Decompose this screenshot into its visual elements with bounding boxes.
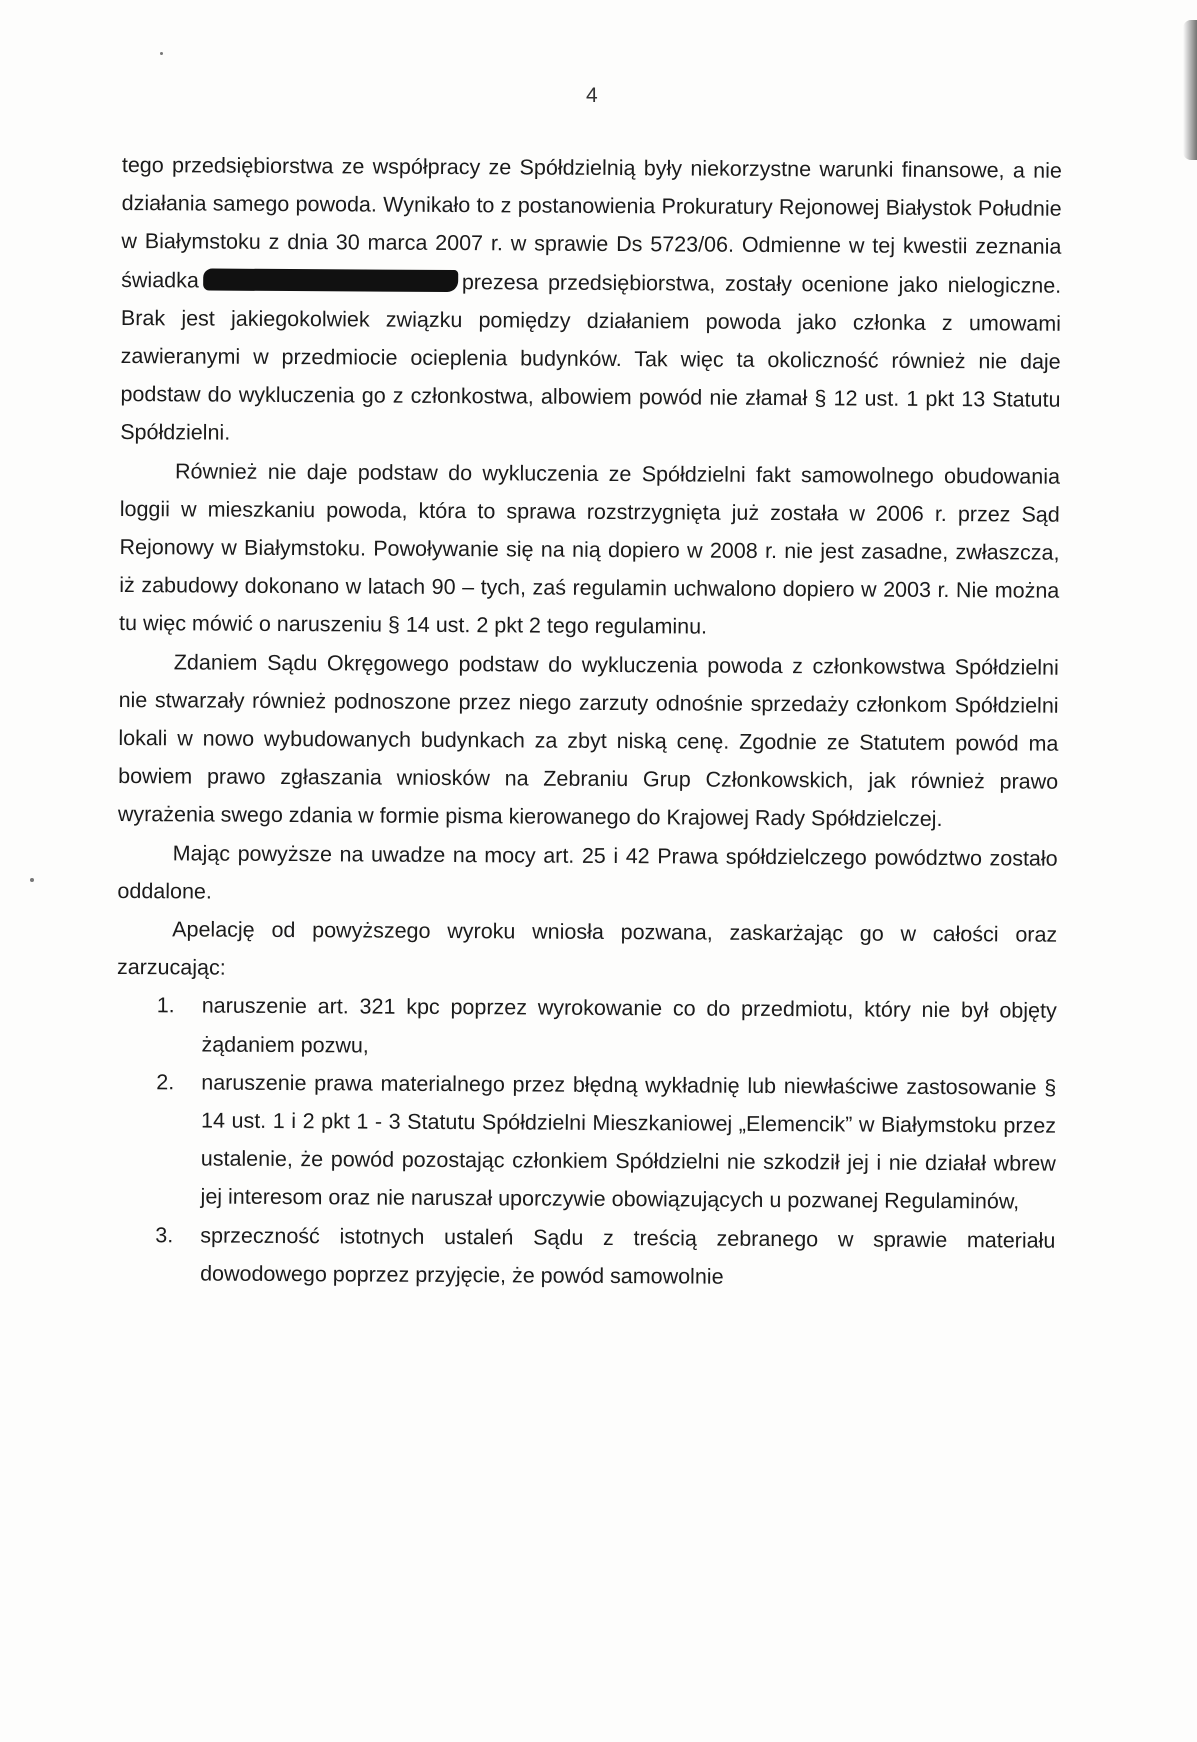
scan-speck bbox=[30, 878, 34, 882]
paragraph-1-part-b: prezesa przedsiębiorstwa, zostały ocenione jako nielogiczne. Brak jest jakiegokolwiek związku pomiędzy działaniem powoda jako członka z umowami zawieranymi w przedmiocie ocieplenia budynków. Tak więc ta okoliczność również nie daje podstaw do wykluczenia go z członkostwa, albowiem powód nie złamał § 12 ust. 1 pkt 13 Statutu Spółdzielni. bbox=[120, 269, 1062, 446]
paragraph-2: Również nie daje podstaw do wykluczenia ze Spółdzielni fakt samowolnego obudowania loggii w mieszkaniu powoda, która to sprawa rozstrzygnięta już została w 2006 r. przez Sąd Rejonowy w Białymstoku. Powoływanie się na nią dopiero w 2008 r. nie jest zasadne, zwłaszcza, iż zabudowy dokonano w latach 90 – tych, zaś regulamin uchwalono dopiero w 2003 r. Nie można tu więc mówić o naruszeniu § 14 ust. 2 pkt 2 tego regulaminu. bbox=[119, 458, 1061, 640]
paragraph-5: Apelację od powyższego wyroku wniosła pozwana, zaskarżając go w całości oraz zarzucając: bbox=[116, 917, 1058, 980]
list-item bbox=[115, 1216, 1055, 1298]
appeal-charges-list bbox=[115, 986, 1057, 1297]
paragraph-1-part-a: tego przedsiębiorstwa ze współpracy ze Spółdzielnią były niekorzystne warunki finansowe, a nie działania samego powoda. Wynikało to z postanowienia Prokuratury Rejonowej Białystok Południe w Białymstoku z dnia 30 marca 2007 r. w sprawie Ds 5723/06. Odmienne w tej kwestii zeznania świadka bbox=[121, 152, 1062, 293]
list-item bbox=[115, 1063, 1056, 1222]
paragraph-3: Zdaniem Sądu Okręgowego podstaw do wykluczenia powoda z członkowstwa Spółdzielni nie stwarzały również podnoszone przez niego zarzuty odnośnie sprzedaży członkom Spółdzielni lokali w nowo wybudowanych budynkach za zbyt niską cenę. Zgodnie ze Statutem powód ma bowiem prawo zgłaszania wniosków na Zebraniu Grup Członkowskich, jak również prawo wyrażenia swego zdania w formie pisma kierowanego do Krajowej Rady Spółdzielczej. bbox=[117, 649, 1059, 832]
document-body bbox=[115, 146, 1062, 1298]
list-item-number: 1. bbox=[156, 993, 175, 1018]
paragraph-4: Mając powyższe na uwadze na mocy art. 25 i 42 Prawa spółdzielczego powództwo zostało oddalone. bbox=[117, 840, 1058, 904]
redaction-mark bbox=[203, 268, 458, 292]
scan-speck bbox=[160, 52, 163, 55]
paragraph-1 bbox=[120, 146, 1062, 457]
page-number: 4 bbox=[586, 84, 598, 107]
list-item-number: 3. bbox=[155, 1222, 174, 1248]
list-item-text: naruszenie art. 321 kpc poprzez wyrokowanie co do przedmiotu, który nie był objęty żądaniem pozwu, bbox=[201, 993, 1057, 1058]
list-item-number: 2. bbox=[156, 1070, 175, 1095]
list-item bbox=[116, 986, 1056, 1068]
list-item-text: sprzeczność istotnych ustaleń Sądu z treścią zebranego w sprawie materiału dowodowego poprzez przyjęcie, że powód samowolnie bbox=[200, 1223, 1056, 1289]
list-item-text: naruszenie prawa materialnego przez błędną wykładnię lub niewłaściwe zastosowanie § 14 ust. 1 i 2 pkt 1 - 3 Statutu Spółdzielni Mieszkaniowej „Elemencik” w Białymstoku przez ustalenie, że powód pozostając członkiem Spółdzielni nie szkodził jej i nie działał wbrew jej interesom oraz nie naruszał uporczywie obowiązujących u pozwanej Regulaminów, bbox=[200, 1070, 1057, 1214]
scan-edge-shadow bbox=[1183, 20, 1197, 160]
